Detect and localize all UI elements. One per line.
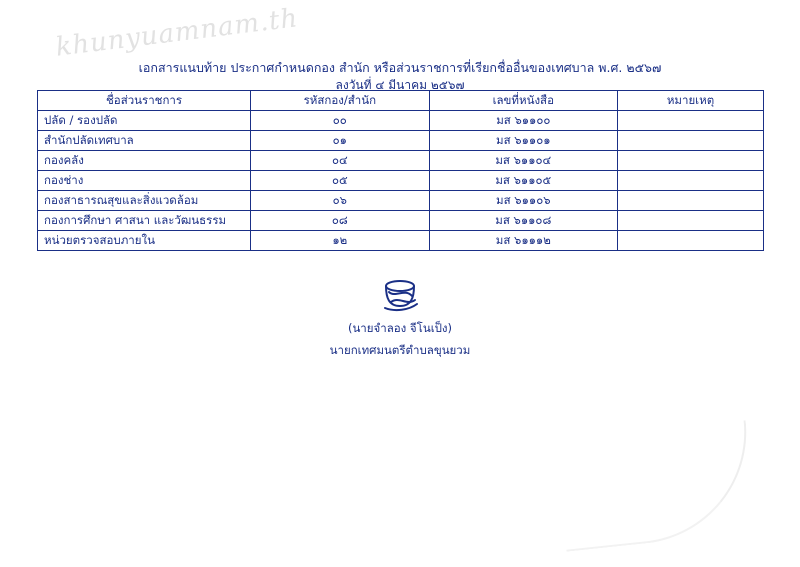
cell-doc: มส ๖๑๑๑๒ — [429, 231, 617, 251]
column-header-doc: เลขที่หนังสือ — [429, 91, 617, 111]
cell-doc: มส ๖๑๑๐๕ — [429, 171, 617, 191]
watermark-swoosh-shape — [555, 420, 758, 551]
cell-name: กองสาธารณสุขและสิ่งแวดล้อม — [38, 191, 251, 211]
table-body — [38, 111, 764, 251]
table-header-row — [38, 91, 764, 111]
signature-name: (นายจำลอง จีโนเป็ง) — [347, 321, 453, 335]
signature-title: นายกเทศมนตรีตำบลขุนยวม — [329, 343, 471, 357]
cell-code: ๑๒ — [251, 231, 430, 251]
watermark-text: khunyuamnam.th — [54, 3, 300, 63]
cell-name: หน่วยตรวจสอบภายใน — [38, 231, 251, 251]
cell-code: ๐๔ — [251, 151, 430, 171]
cell-doc: มส ๖๑๑๐๑ — [429, 131, 617, 151]
table-row — [38, 151, 764, 171]
document-subheading: ลงวันที่ ๔ มีนาคม ๒๕๖๗ — [335, 78, 465, 92]
cell-note — [618, 151, 764, 171]
cell-code: ๐๕ — [251, 171, 430, 191]
table-row — [38, 131, 764, 151]
column-header-name: ชื่อส่วนราชการ — [38, 91, 251, 111]
cell-doc: มส ๖๑๑๐๘ — [429, 211, 617, 231]
table-header — [38, 91, 764, 111]
table-row — [38, 191, 764, 211]
cell-note — [618, 171, 764, 191]
table-row — [38, 111, 764, 131]
cell-code: ๐๑ — [251, 131, 430, 151]
cell-note — [618, 111, 764, 131]
column-header-note: หมายเหตุ — [618, 91, 764, 111]
cell-note — [618, 191, 764, 211]
cell-note — [618, 211, 764, 231]
column-header-code: รหัสกอง/สำนัก — [251, 91, 430, 111]
cell-name: กองช่าง — [38, 171, 251, 191]
cell-name: กองคลัง — [38, 151, 251, 171]
cell-code: ๐๐ — [251, 111, 430, 131]
departments-table — [37, 90, 764, 251]
table-row — [38, 231, 764, 251]
table-row — [38, 171, 764, 191]
document-heading: เอกสารแนบท้าย ประกาศกำหนดกอง สำนัก หรือส่วนราชการที่เรียกชื่ออื่นของเทศบาล พ.ศ. ๒๕๖๗ — [138, 60, 662, 75]
cell-name: สำนักปลัดเทศบาล — [38, 131, 251, 151]
cell-code: ๐๘ — [251, 211, 430, 231]
cell-doc: มส ๖๑๑๐๖ — [429, 191, 617, 211]
table-row — [38, 211, 764, 231]
cell-code: ๐๖ — [251, 191, 430, 211]
cell-name: กองการศึกษา ศาสนา และวัฒนธรรม — [38, 211, 251, 231]
cell-note — [618, 131, 764, 151]
cell-name: ปลัด / รองปลัด — [38, 111, 251, 131]
cell-doc: มส ๖๑๑๐๔ — [429, 151, 617, 171]
watermark-swoosh — [560, 430, 760, 550]
cell-note — [618, 231, 764, 251]
signature-block — [0, 276, 800, 360]
cell-doc: มส ๖๑๑๐๐ — [429, 111, 617, 131]
signature-icon — [355, 276, 445, 318]
